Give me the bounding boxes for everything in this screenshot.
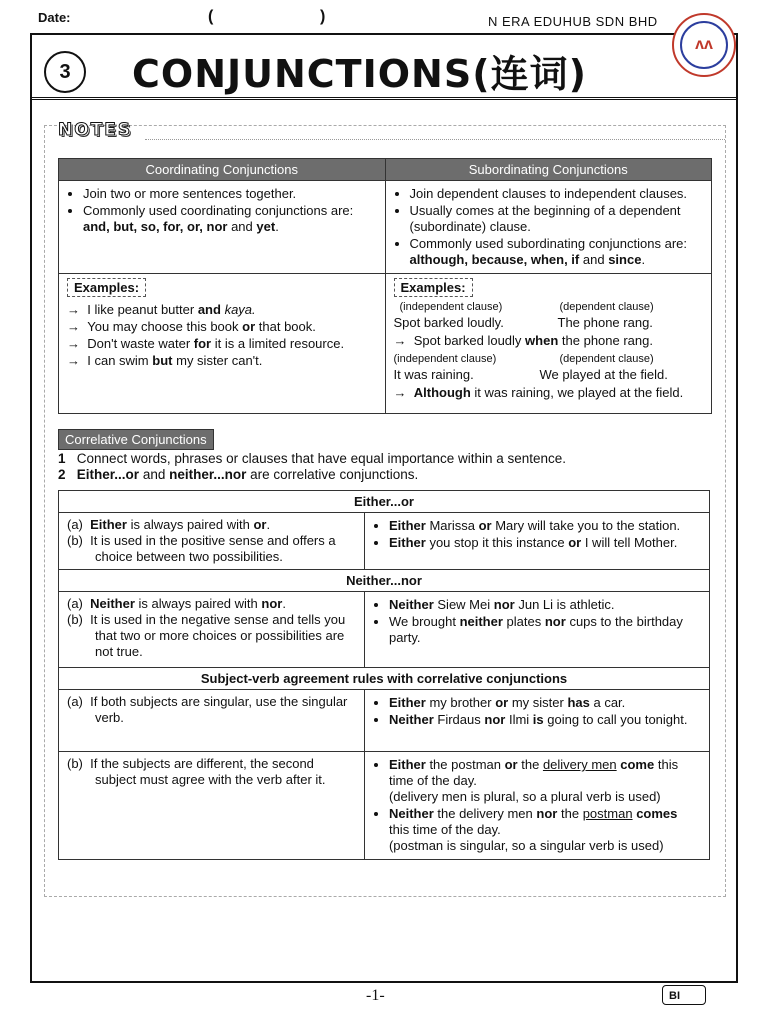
page-title: [132, 43, 587, 98]
either-rule-b: (b) It is used in the positive sense and offers a choice between two possibilities.: [67, 533, 336, 564]
either-heading: Either...or: [59, 491, 710, 513]
sva-b-example-2: • Neither the delivery men nor the postman comes this time of the day. (postman is singular, so a singular verb is used): [389, 806, 701, 854]
coord-example-1: → I like peanut butter and kaya.: [67, 302, 256, 317]
sub-example-1a: Spot barked loudly.: [393, 315, 504, 330]
sub-notes: [385, 181, 712, 274]
coord-example-2: → You may choose this book or that book.: [67, 319, 316, 334]
sub-example-1: → Spot barked loudly when the phone rang.: [393, 333, 653, 348]
either-rules: [59, 513, 365, 570]
sva-examples-a: [364, 690, 709, 752]
neither-rule-a: (a) Neither is always paired with nor.: [67, 596, 286, 611]
neither-example-1: • Neither Siew Mei nor Jun Li is athletic.: [389, 597, 701, 613]
correlative-label: Correlative Conjunctions: [58, 429, 214, 450]
page-number: -1-: [366, 987, 385, 1004]
neither-rule-b: (b) It is used in the negative sense and tells you that two or more choices or possibilities are not true.: [67, 612, 346, 659]
company-logo: [672, 13, 736, 77]
correlative-point-2: 2 Either...or and neither...nor are correlative conjunctions.: [58, 467, 419, 482]
sva-a-example-1: • Either my brother or my sister has a car.: [389, 695, 701, 711]
logo-mark-icon: ʌʌ: [680, 21, 728, 69]
sub-example-2b: We played at the field.: [539, 367, 668, 382]
sva-a-example-2: • Neither Firdaus nor Ilmi is going to call you tonight.: [389, 712, 701, 728]
either-example-2: • Either you stop it this instance or I will tell Mother.: [389, 535, 701, 551]
coord-example-3: → Don't waste water for it is a limited resource.: [67, 336, 345, 351]
sub-examples-label: Examples:: [394, 278, 473, 297]
title-chinese: (连词): [472, 52, 587, 96]
paren-open: (: [208, 8, 214, 25]
either-rule-a: (a) Either is always paired with or.: [67, 517, 271, 532]
conjunctions-table: [58, 158, 712, 414]
sva-rule-b: (b) If the subjects are different, the second subject must agree with the verb after it.: [59, 752, 365, 860]
clause-label: (dependent clause): [559, 353, 654, 365]
coord-examples-label: Examples:: [67, 278, 146, 297]
sva-examples-b: [364, 752, 709, 860]
either-examples: [364, 513, 709, 570]
sub-bullet-2: • Usually comes at the beginning of a dependent (subordinate) clause.: [410, 203, 704, 235]
correlative-points: [58, 451, 698, 483]
clause-label: (independent clause): [393, 353, 497, 365]
company-name: N ERA EDUHUB SDN BHD: [488, 14, 658, 29]
sub-bullet-3: • Commonly used subordinating conjunctions are: although, because, when, if and since.: [410, 236, 704, 268]
subject-badge: BI: [662, 985, 706, 1005]
clause-label: (dependent clause): [559, 301, 654, 313]
sub-example-1b: The phone rang.: [557, 315, 653, 330]
clause-label: (independent clause): [399, 301, 503, 313]
chapter-number: 3: [44, 51, 86, 93]
neither-example-2: • We brought neither plates nor cups to the birthday party.: [389, 614, 701, 646]
sub-examples: [385, 274, 712, 414]
title-text: CONJUNCTIONS: [132, 52, 473, 96]
title-band: [32, 35, 736, 100]
date-label: Date:: [38, 10, 71, 25]
sva-b-example-1: • Either the postman or the delivery men come this time of the day. (delivery men is plural, so a plural verb is used): [389, 757, 701, 805]
either-example-1: • Either Marissa or Mary will take you to the station.: [389, 518, 701, 534]
sub-example-2a: It was raining.: [393, 367, 474, 382]
neither-rules: [59, 592, 365, 668]
neither-examples: [364, 592, 709, 668]
neither-heading: Neither...nor: [59, 570, 710, 592]
notes-label: NOTES: [58, 120, 133, 140]
coord-bullet-1: • Join two or more sentences together.: [83, 186, 377, 202]
coord-heading: Coordinating Conjunctions: [59, 159, 386, 181]
coord-notes: [59, 181, 386, 274]
coord-bullet-2: • Commonly used coordinating conjunctions are: and, but, so, for, or, nor and yet.: [83, 203, 377, 235]
sub-example-2: → Although it was raining, we played at the field.: [393, 385, 684, 400]
top-bar: [38, 8, 738, 30]
coord-examples: [59, 274, 386, 414]
sva-rule-a: (a) If both subjects are singular, use the singular verb.: [59, 690, 365, 752]
paren-close: ): [320, 8, 326, 25]
correlative-point-1: 1 Connect words, phrases or clauses that have equal importance within a sentence.: [58, 451, 567, 466]
sub-bullet-1: • Join dependent clauses to independent clauses.: [410, 186, 704, 202]
sub-heading: Subordinating Conjunctions: [385, 159, 712, 181]
sva-heading: Subject-verb agreement rules with correlative conjunctions: [59, 668, 710, 690]
coord-example-4: → I can swim but my sister can't.: [67, 353, 263, 368]
correlative-table: [58, 490, 710, 860]
notes-divider: [145, 139, 725, 140]
